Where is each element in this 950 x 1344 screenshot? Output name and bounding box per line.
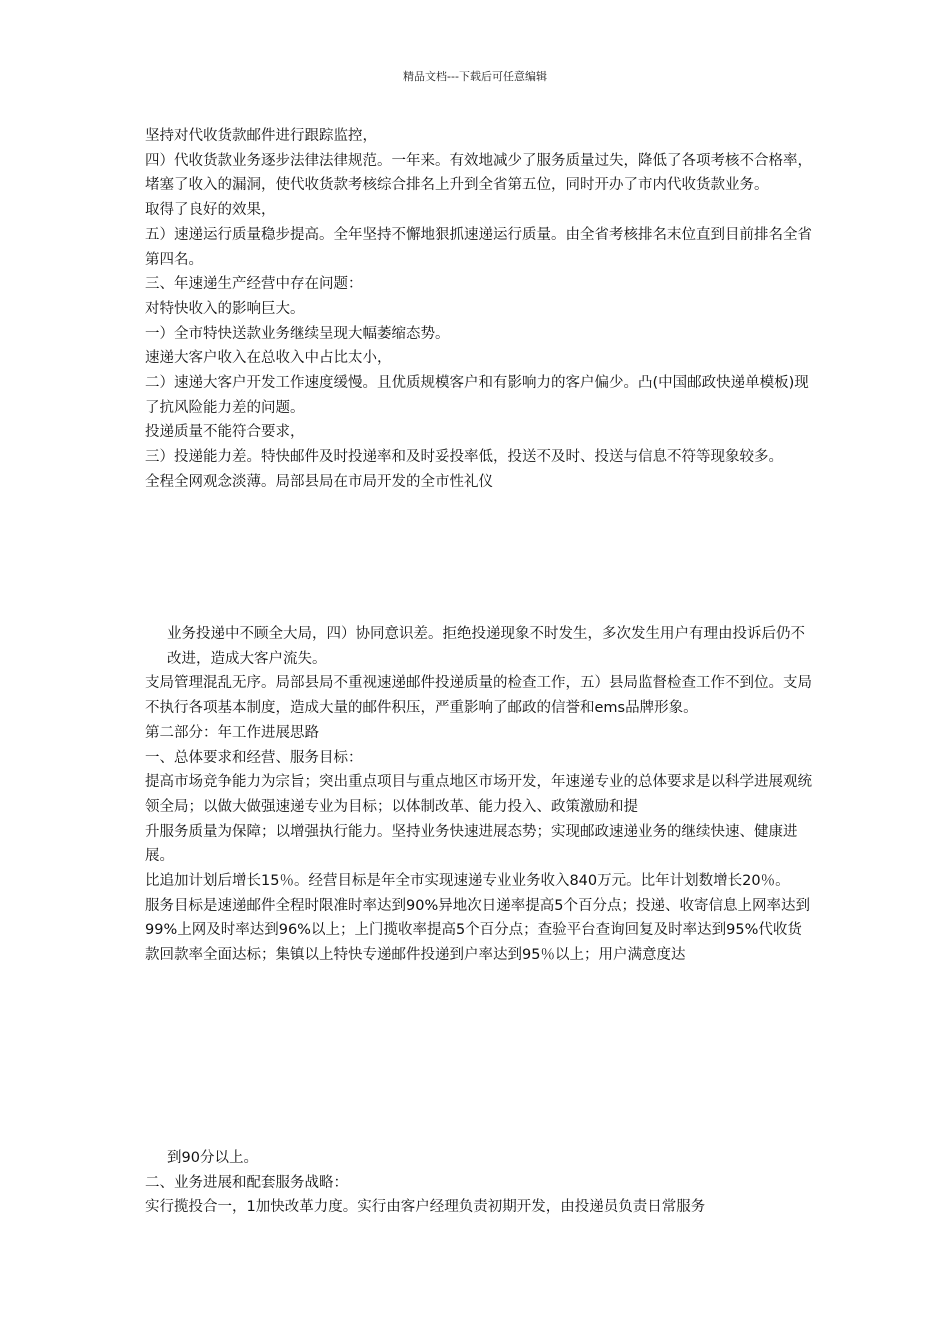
page-header: 精品文档---下载后可任意编辑 [403, 70, 547, 83]
paragraph: 实行揽投合一，1加快改革力度。实行由客户经理负责初期开发，由投递员负责日常服务 [145, 1199, 706, 1216]
text-block-2 [145, 622, 815, 968]
paragraph: 一）全市特快送款业务继续呈现大幅萎缩态势。 [145, 325, 450, 342]
text-block-3 [145, 1146, 815, 1220]
paragraph: 五）速递运行质量稳步提高。全年坚持不懈地狠抓速递运行质量。由全省考核排名末位直到目前排名全省第四名。 [145, 226, 812, 268]
paragraph: 二、业务进展和配套服务战略： [145, 1174, 348, 1191]
paragraph: 到90分以上。 [167, 1150, 258, 1166]
paragraph: 提高市场竞争能力为宗旨；突出重点项目与重点地区市场开发，年速递专业的总体要求是以科学进展观统领全局；以做大做强速递专业为目标；以体制改革、能力投入、政策激励和提 [145, 774, 812, 815]
paragraph: 取得了良好的效果， [145, 202, 276, 219]
paragraph: 三）投递能力差。特快邮件及时投递率和及时妥投率低，投送不及时、投送与信息不符等现象较多。 [145, 449, 783, 466]
paragraph: 比追加计划后增长15％。经营目标是年全市实现速递专业业务收入840万元。比年计划数增长20％。 [145, 873, 790, 890]
paragraph: 全程全网观念淡薄。局部县局在市局开发的全市性礼仪 [145, 473, 493, 490]
paragraph: 服务目标是速递邮件全程时限准时率达到90%异地次日递率提高5个百分点；投递、收寄信息上网率达到99%上网及时率达到96%以上；上门揽收率提高5个百分点；查验平台查询回复及时率达到95%代收货款回款率全面达标；集镇以上特快专递邮件投递到户率达到95％以上；用户满意度达 [145, 897, 810, 964]
paragraph: 二）速递大客户开发工作速度缓慢。且优质规模客户和有影响力的客户偏少。凸(中国邮政快递单模板)现了抗风险能力差的问题。 [145, 375, 809, 416]
paragraph: 支局管理混乱无序。局部县局不重视速递邮件投递质量的检查工作，五）县局监督检查工作不到位。支局不执行各项基本制度，造成大量的邮件积压，严重影响了邮政的信誉和ems品牌形象。 [145, 675, 812, 717]
paragraph: 投递质量不能符合要求， [145, 424, 305, 441]
paragraph: 对特快收入的影响巨大。 [145, 300, 305, 317]
paragraph: 业务投递中不顾全大局，四）协同意识差。拒绝投递现象不时发生，多次发生用户有理由投诉后仍不改进，造成大客户流失。 [167, 626, 805, 667]
paragraph: 升服务质量为保障；以增强执行能力。坚持业务快速进展态势；实现邮政速递业务的继续快速、健康进展。 [145, 823, 798, 865]
paragraph: 坚持对代收货款邮件进行跟踪监控， [145, 128, 377, 144]
paragraph: 第二部分：年工作进展思路 [145, 724, 319, 741]
text-block-1 [145, 124, 815, 495]
paragraph: 三、年速递生产经营中存在问题： [145, 276, 363, 293]
paragraph: 速递大客户收入在总收入中占比太小， [145, 350, 392, 367]
paragraph: 一、总体要求和经营、服务目标： [145, 749, 363, 766]
paragraph: 四）代收货款业务逐步法律法律规范。一年来。有效地减少了服务质量过失，降低了各项考核不合格率，堵塞了收入的漏洞，使代收货款考核综合排名上升到全省第五位，同时开办了市内代收货款业务。 [145, 152, 812, 194]
